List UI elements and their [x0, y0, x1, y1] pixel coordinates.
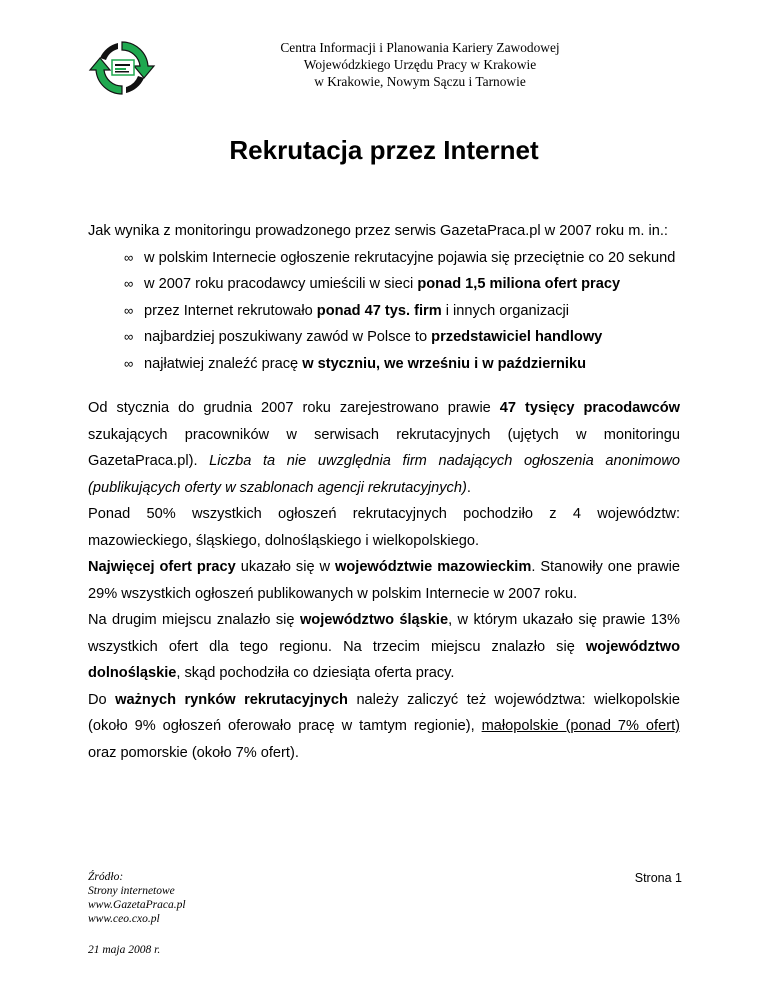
bullet-text-end: i innych organizacji	[441, 302, 570, 319]
header-line-2: Wojewódzkiego Urzędu Pracy w Krakowie	[303, 57, 537, 72]
para-text: Do	[88, 691, 116, 708]
bullet-bold: w styczniu, we wrześniu i w październiku	[302, 355, 587, 372]
mazowieckie-paragraph	[88, 554, 680, 607]
para-italic: Liczba ta nie uwzględnia firm nadających ogłoszenia anonimowo (publikujących oferty w szablonach agencji rekrutacyjnych)	[88, 453, 680, 496]
source-item: Strony internetowe	[88, 885, 175, 897]
bullet-bold: przedstawiciel handlowy	[431, 329, 603, 345]
para-text: Od stycznia do grudnia 2007 roku zarejestrowano prawie	[88, 400, 500, 416]
bullet-list	[88, 245, 680, 378]
para-text: .	[466, 479, 471, 496]
para-bold: województwie mazowieckim	[335, 559, 532, 575]
para-bold: województwo dolnośląskie	[88, 638, 680, 681]
document-date: 21 maja 2008 r.	[88, 944, 161, 956]
bullet-text: przez Internet rekrutowało	[144, 302, 317, 319]
para-bold: ważnych rynków rekrutacyjnych	[115, 691, 348, 708]
infinity-bullet-icon: ∞	[124, 249, 134, 265]
bullet-text: w polskim Internecie ogłoszenie rekrutacyjne pojawia się przeciętnie co 20 sekund	[144, 249, 676, 266]
slaskie-paragraph	[88, 607, 680, 687]
para-text: oraz pomorskie (około 7% ofert).	[88, 744, 299, 761]
infinity-bullet-icon: ∞	[124, 329, 134, 344]
recycle-arrows-logo-icon	[88, 38, 156, 98]
header-line-1: Centra Informacji i Planowania Kariery Zawodowej	[280, 40, 560, 55]
list-item	[124, 351, 680, 378]
para-bold: 47 tysięcy pracodawców	[499, 400, 680, 416]
para-bold: województwo śląskie	[299, 612, 449, 628]
para-text: ukazało się w	[235, 559, 335, 575]
list-item	[124, 271, 680, 298]
source-label: Źródło:	[88, 871, 124, 883]
para-bold: Najwięcej ofert pracy	[88, 559, 236, 575]
list-item	[124, 245, 680, 272]
para-text: szukających pracowników w serwisach rekrutacyjnych (ujętych w monitoringu GazetaPraca.pl).	[88, 426, 680, 469]
document-body	[88, 218, 680, 766]
page-title: Rekrutacja przez Internet	[229, 135, 539, 165]
voivodeships-paragraph: Ponad 50% wszystkich ogłoszeń rekrutacyjnych pochodziło z 4 województw: mazowieckiego, śląskiego, dolnośląskiego i wielkopolskiego.	[88, 506, 680, 549]
bullet-bold: ponad 1,5 miliona ofert pracy	[417, 276, 621, 292]
para-text: Na drugim miejscu znalazło się	[88, 612, 300, 628]
list-item	[124, 324, 680, 351]
bullet-text: najłatwiej znaleźć pracę	[144, 355, 303, 372]
source-item: www.ceo.cxo.pl	[88, 913, 160, 925]
page-number: Strona 1	[634, 871, 682, 885]
markets-paragraph	[88, 687, 680, 767]
intro-paragraph: Jak wynika z monitoringu prowadzonego przez serwis GazetaPraca.pl w 2007 roku m. in.:	[88, 223, 668, 239]
header-line-3: w Krakowie, Nowym Sączu i Tarnowie	[314, 74, 526, 89]
bullet-text: w 2007 roku pracodawcy umieścili w sieci	[144, 276, 418, 292]
infinity-bullet-icon: ∞	[124, 355, 134, 371]
infinity-bullet-icon: ∞	[124, 302, 134, 318]
bullet-text: najbardziej poszukiwany zawód w Polsce to	[144, 329, 432, 345]
para-text: , w którym ukazało się prawie 13% wszystkich ofert dla tego regionu. Na trzecim miejscu znalazło się	[88, 612, 680, 655]
employers-paragraph	[88, 395, 680, 501]
document-header	[88, 38, 678, 98]
institution-name	[170, 39, 670, 90]
bullet-bold: ponad 47 tys. firm	[316, 302, 442, 319]
para-text: należy zaliczyć też województwa: wielkopolskie (około 9% ogłoszeń oferowało pracę w tamtym regionie),	[88, 691, 681, 734]
para-underlined: małopolskie (ponad 7% ofert)	[481, 718, 680, 734]
para-text: . Stanowiły one prawie 29% wszystkich ogłoszeń publikowanych w polskim Internecie w 2007 roku.	[88, 559, 680, 602]
para-text: , skąd pochodziła co dziesiąta oferta pracy.	[176, 665, 455, 681]
infinity-bullet-icon: ∞	[124, 276, 134, 291]
list-item	[124, 298, 680, 325]
source-item: www.GazetaPraca.pl	[88, 899, 186, 911]
footer-sources	[88, 870, 308, 957]
